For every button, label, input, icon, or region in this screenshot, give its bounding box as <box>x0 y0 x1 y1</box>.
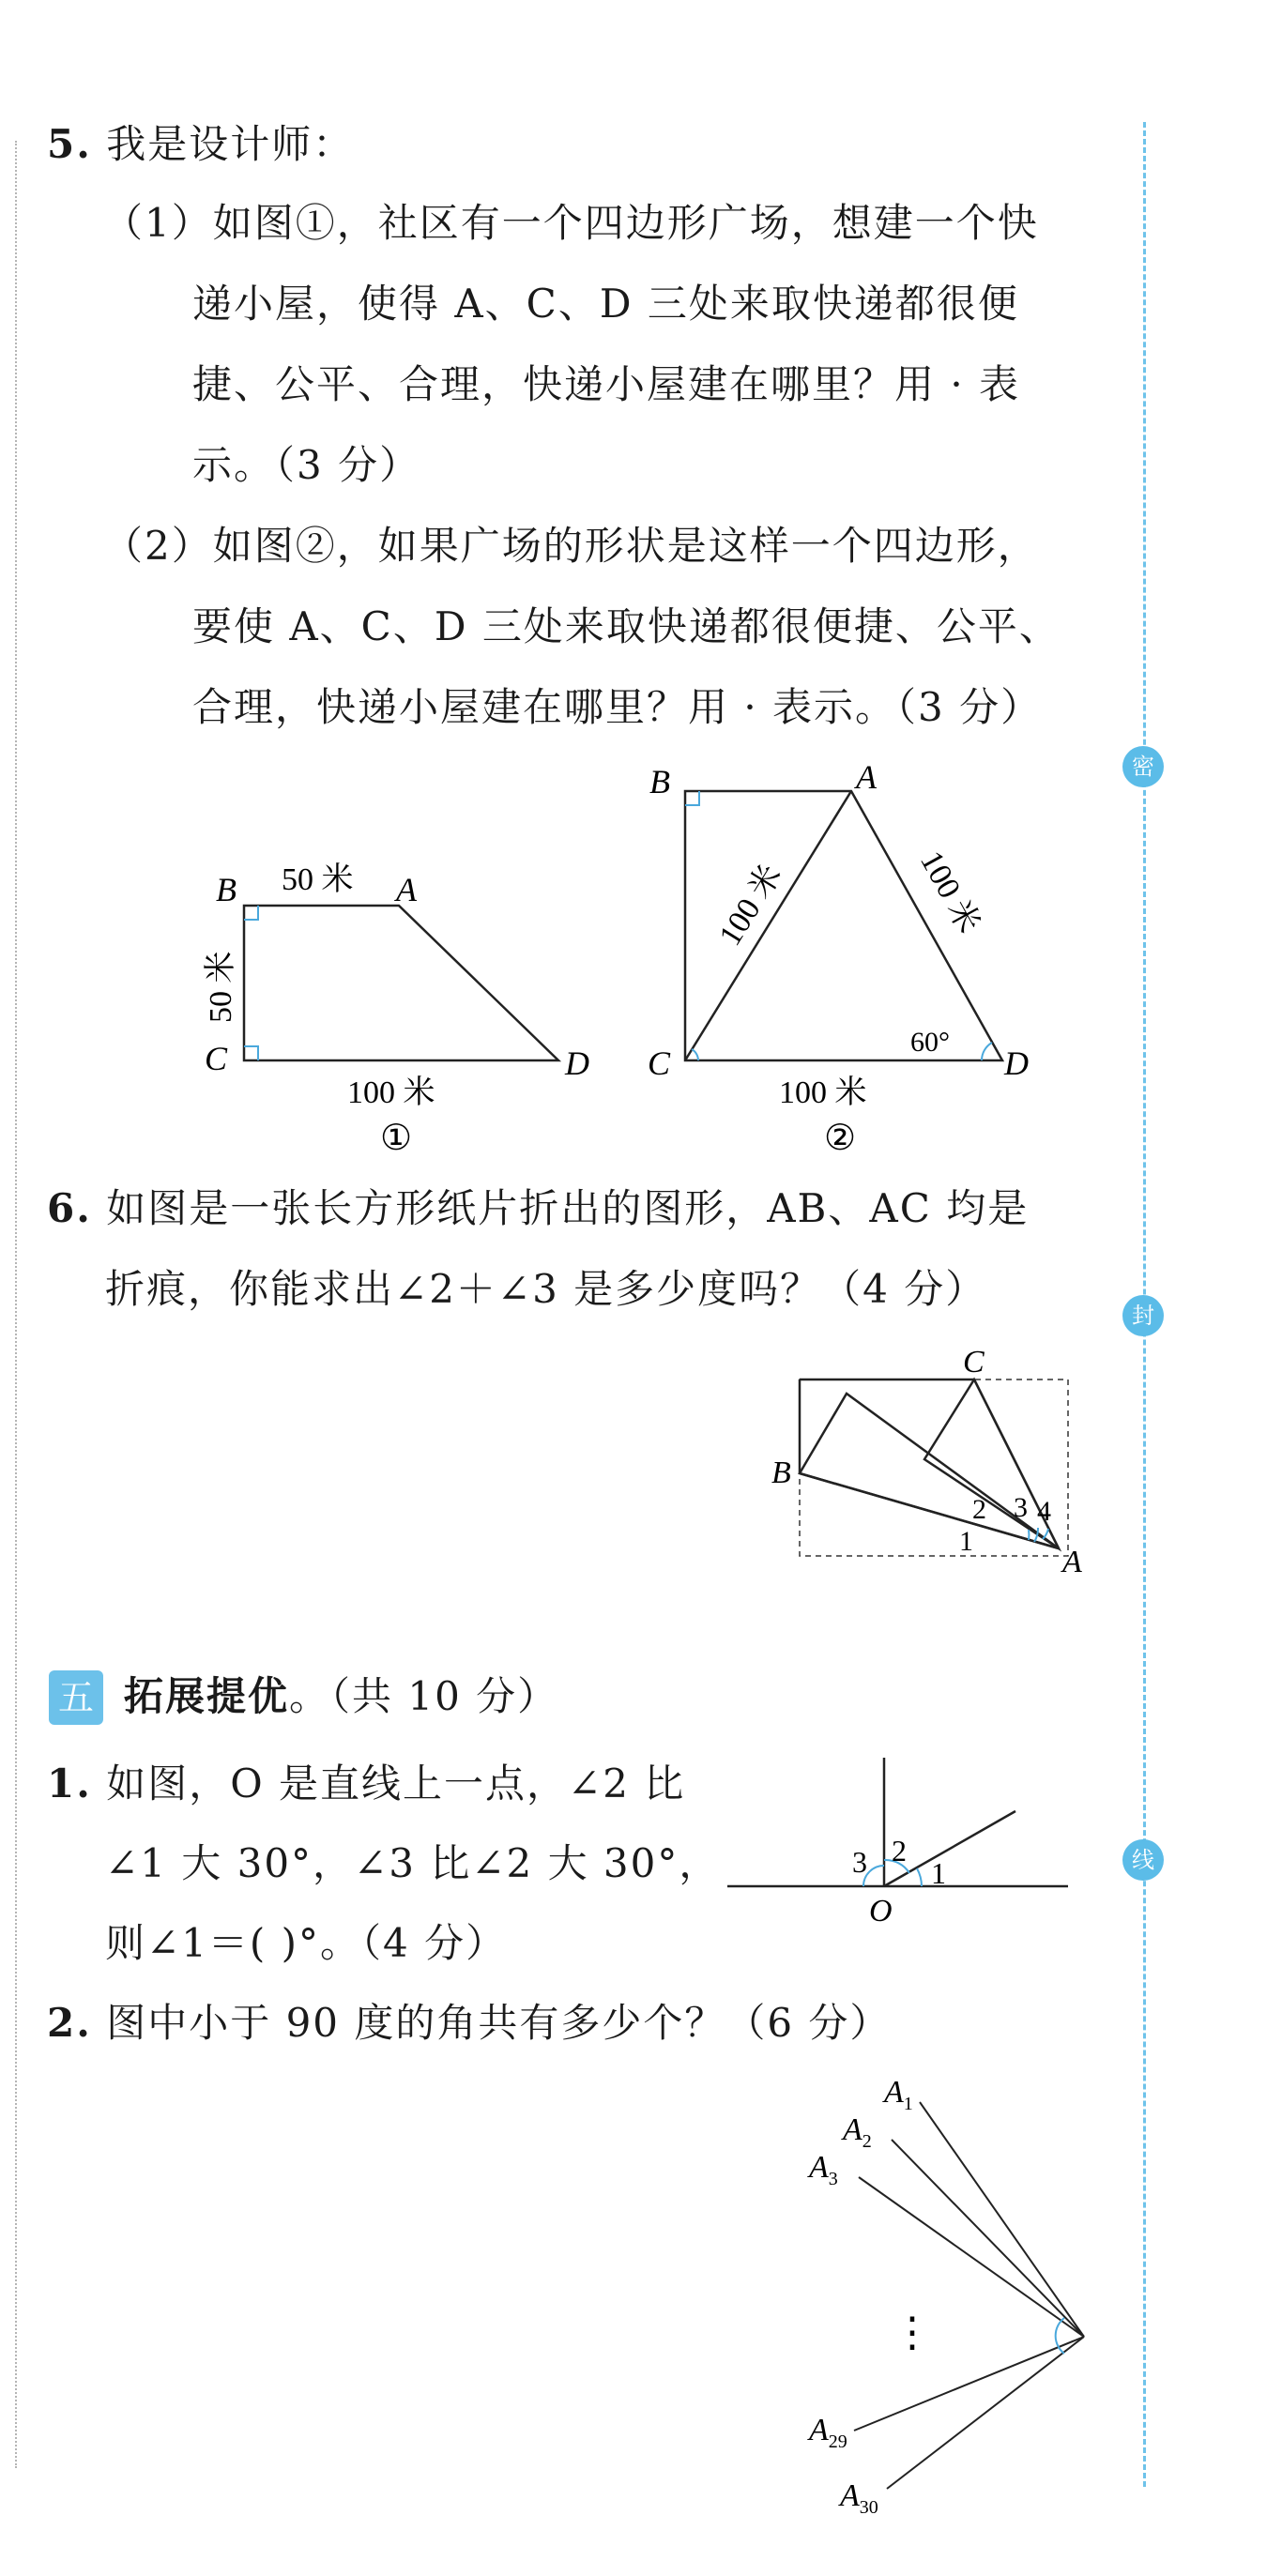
label-angle-1: 1 <box>931 1856 946 1890</box>
label-a2: $A_2$ <box>843 2112 872 2152</box>
figure-angles-on-line <box>713 1741 1089 1938</box>
ray-a29 <box>854 2337 1084 2431</box>
question-6-line1 <box>47 1184 1029 1234</box>
label-angle-4: 4 <box>1037 1496 1051 1527</box>
label-bottom-length: 100 米 <box>347 1075 435 1110</box>
label-b: B <box>216 871 237 908</box>
section-q1-line3: 则∠1＝( )°。（4 分） <box>105 1920 508 1966</box>
label-a: A <box>396 871 417 908</box>
angle-arc-1 <box>917 1868 922 1886</box>
label-c: C <box>205 1040 228 1077</box>
ray-a2 <box>892 2140 1084 2337</box>
margin-badge-mi: 密 <box>1122 746 1164 787</box>
label-c: C <box>648 1044 671 1082</box>
label-angle-3: 3 <box>852 1845 867 1879</box>
section-subtitle: 。（共 10 分） <box>289 1673 559 1719</box>
question-number: 5. <box>47 121 92 167</box>
label-right-length: 100 米 <box>913 845 986 939</box>
figure-folded-rectangle <box>760 1342 1098 1586</box>
q5-part2-line3: 合理，快递小屋建在哪里？用 · 表示。（3 分） <box>192 684 1043 730</box>
ray-a30 <box>887 2337 1084 2489</box>
section-title: 拓展提优 <box>124 1673 290 1719</box>
label-a30: $A_{30}$ <box>840 2478 878 2518</box>
section-q1-line1 <box>47 1760 685 1809</box>
label-left-length: 50 米 <box>204 951 238 1023</box>
label-a1: $A_1$ <box>884 2075 913 2114</box>
q5-part1-line1: （1）如图①，社区有一个四边形广场，想建一个快 <box>103 200 1039 246</box>
label-angle-2: 2 <box>972 1494 986 1525</box>
q5-part1-line2: 递小屋，使得 A、C、D 三处来取快递都很便 <box>192 281 1019 327</box>
section-header <box>124 1672 558 1722</box>
question-number: 2. <box>47 2000 92 2046</box>
label-a: A <box>856 758 877 796</box>
q5-part1-line3: 捷、公平、合理，快递小屋建在哪里？用 · 表 <box>192 361 1021 407</box>
figure-2-quadrilateral <box>638 751 1051 1164</box>
figure-2-caption: ② <box>824 1119 857 1158</box>
label-bottom-length: 100 米 <box>779 1075 867 1110</box>
left-margin-line <box>15 141 17 2468</box>
label-angle-1: 1 <box>959 1526 973 1557</box>
label-c: C <box>963 1345 985 1379</box>
right-angle-mark-b <box>244 906 258 920</box>
label-a29: $A_{29}$ <box>809 2413 847 2452</box>
label-b: B <box>771 1456 791 1490</box>
label-o: O <box>869 1894 893 1928</box>
label-angle-3: 3 <box>1014 1492 1028 1523</box>
question-6-line2: 折痕，你能求出∠2＋∠3 是多少度吗？（4 分） <box>105 1266 987 1312</box>
question-title: 我是设计师： <box>106 121 355 167</box>
q5-part1-line4: 示。（3 分） <box>192 442 421 488</box>
label-a3: $A_3$ <box>809 2150 838 2189</box>
margin-badge-xian: 线 <box>1122 1839 1164 1881</box>
label-b: B <box>649 763 670 800</box>
question-text: 图中小于 90 度的角共有多少个？（6 分） <box>106 2000 892 2046</box>
trapezoid-shape <box>244 906 558 1060</box>
q5-part2-line2: 要使 A、C、D 三处来取快递都很便捷、公平、 <box>192 603 1061 649</box>
question-text: 如图，O 是直线上一点，∠2 比 <box>106 1761 686 1806</box>
diagonal-ca <box>685 791 851 1060</box>
section-q2-line <box>47 1999 891 2049</box>
label-diagonal-length: 100 米 <box>712 859 789 953</box>
margin-badge-feng: 封 <box>1122 1295 1164 1336</box>
question-text: 如图是一张长方形纸片折出的图形，AB、AC 均是 <box>106 1185 1030 1231</box>
figure-fan-of-rays <box>798 2065 1098 2562</box>
figure-1-trapezoid <box>188 845 619 1164</box>
section-q1-line2: ∠1 大 30°，∠3 比∠2 大 30°， <box>105 1840 721 1886</box>
label-angle-2: 2 <box>892 1834 907 1867</box>
right-angle-mark-b <box>685 791 699 805</box>
label-d: D <box>1004 1044 1029 1082</box>
label-d: D <box>565 1044 589 1082</box>
label-angle-60: 60° <box>910 1027 950 1058</box>
figure-1-caption: ① <box>380 1119 413 1158</box>
angle-arc-c <box>692 1049 698 1060</box>
section-badge: 五 <box>49 1670 103 1725</box>
q5-part2-line1: （2）如图②，如果广场的形状是这样一个四边形， <box>103 523 1039 569</box>
question-number: 6. <box>47 1185 92 1231</box>
right-angle-mark-c <box>244 1046 258 1060</box>
angle-arc-d <box>982 1043 992 1060</box>
question-5-header <box>47 120 354 170</box>
label-a: A <box>1062 1545 1082 1579</box>
question-number: 1. <box>47 1761 92 1806</box>
ray-a1 <box>920 2102 1084 2337</box>
label-top-length: 50 米 <box>282 862 354 897</box>
vertical-dots: ⋮ <box>892 2309 933 2355</box>
